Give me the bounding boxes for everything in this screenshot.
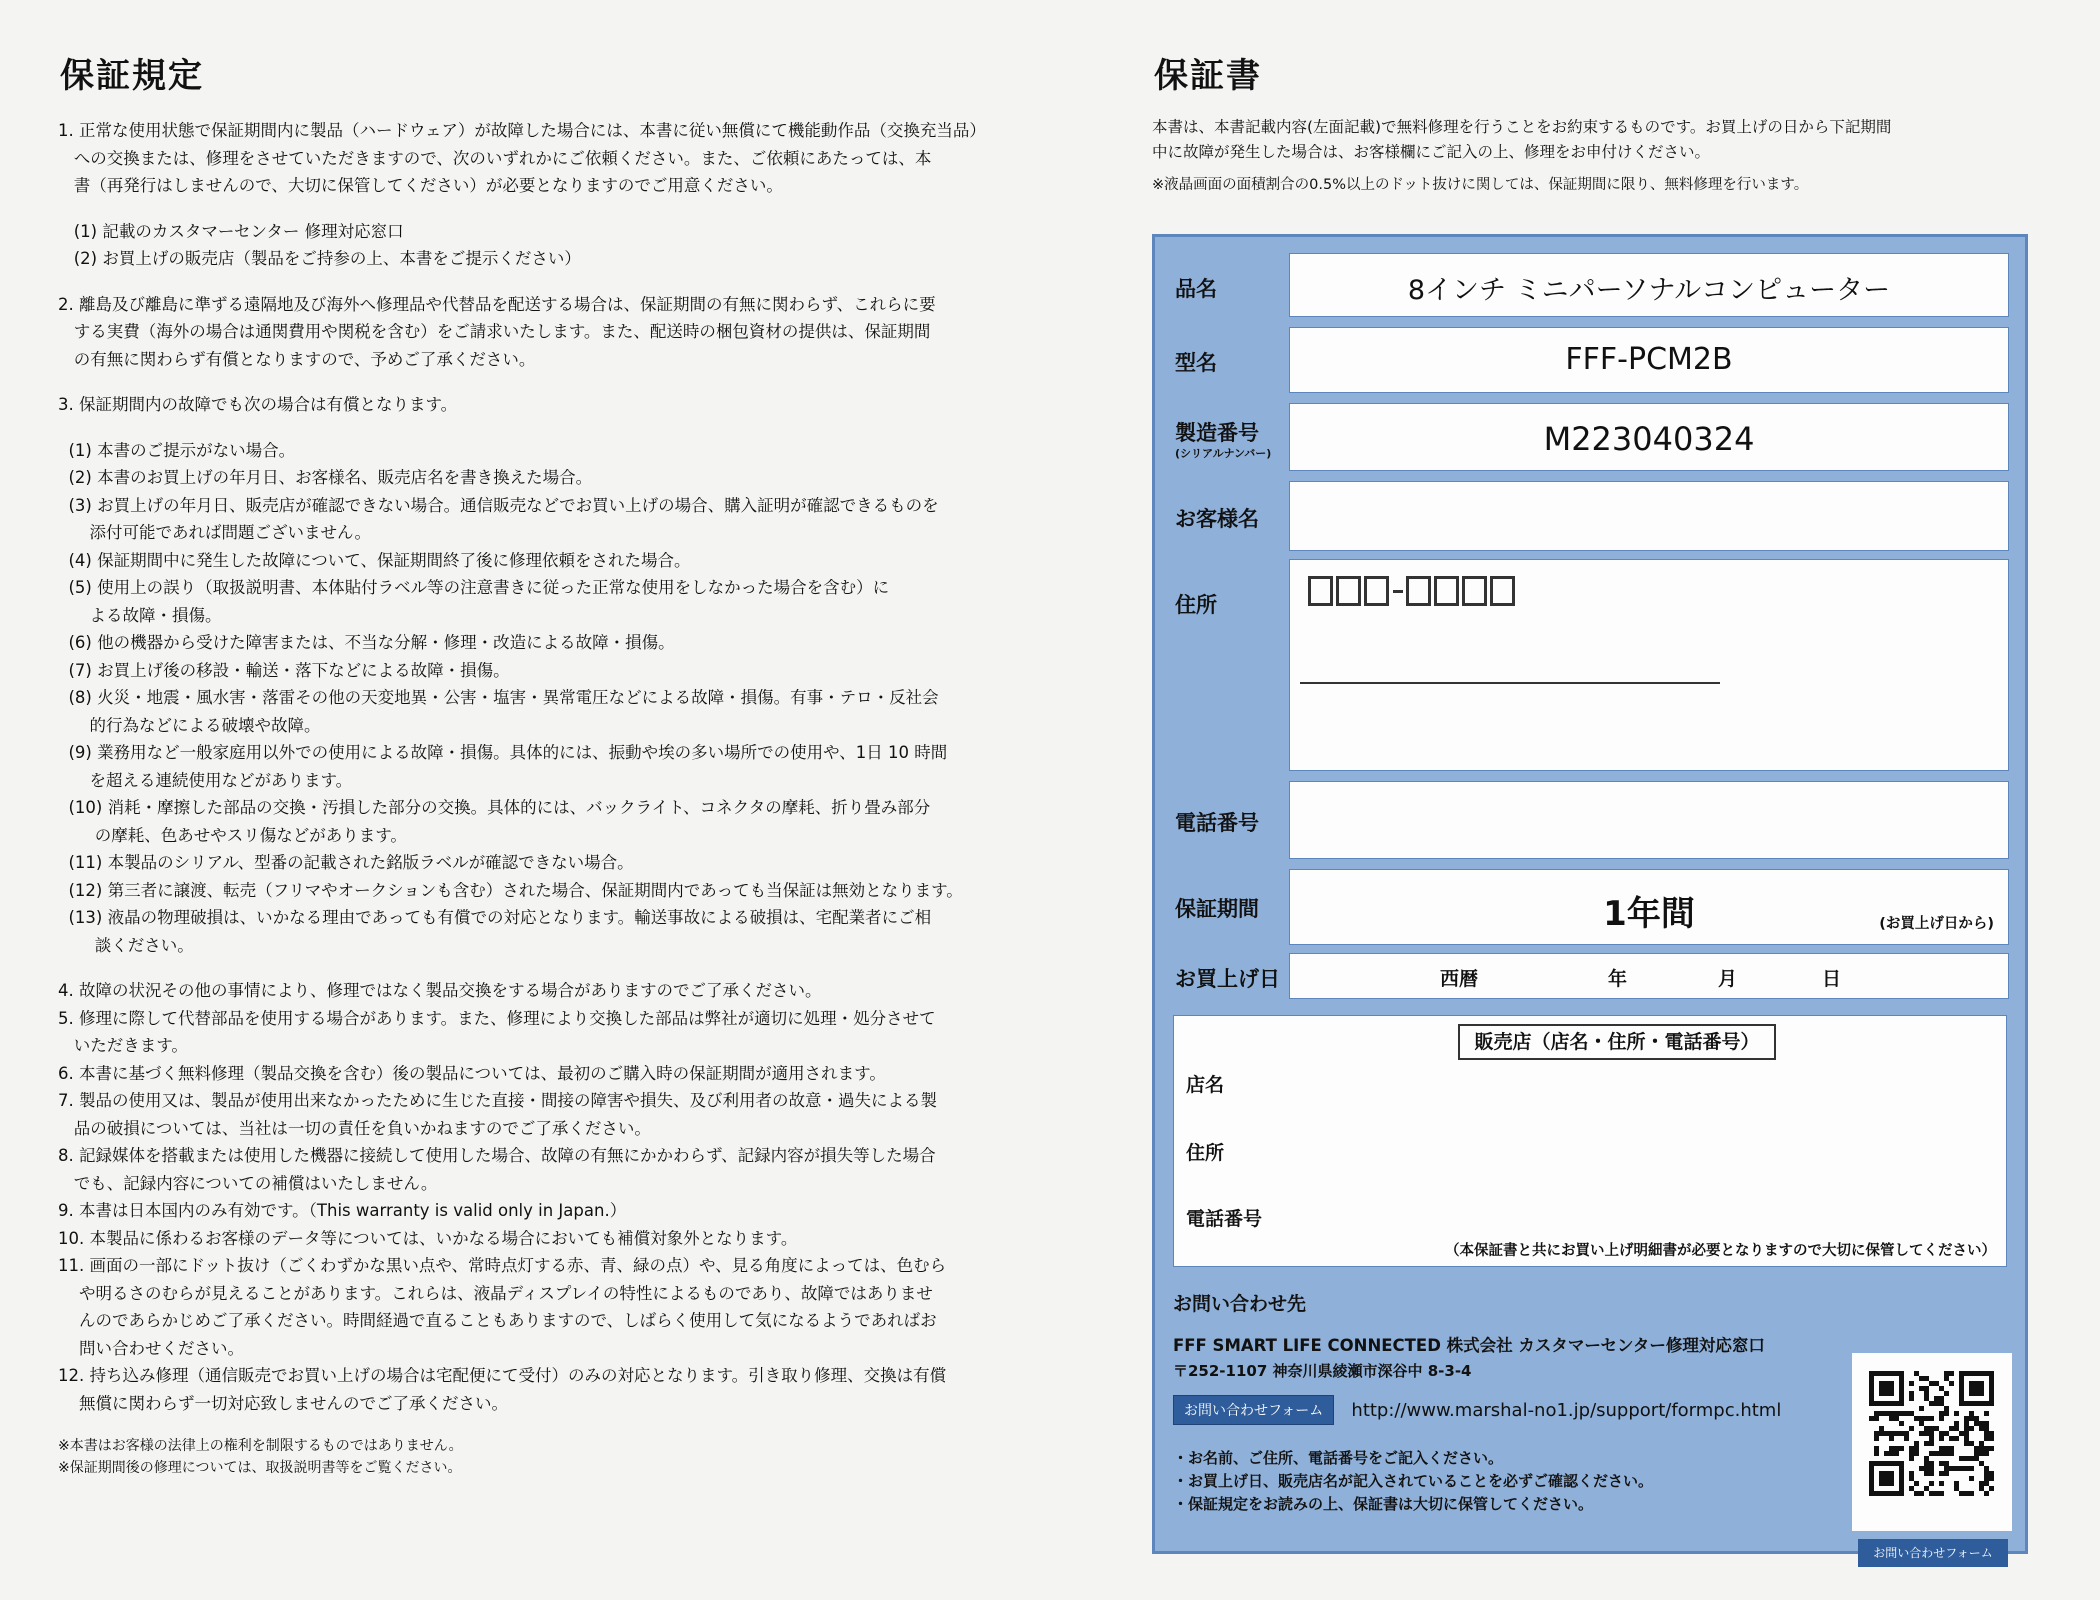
term-block xyxy=(58,437,1038,960)
shop-name-label: 店名 xyxy=(1186,1074,1225,1096)
address-row xyxy=(1155,559,2025,771)
term-line: よる故障・損傷。 xyxy=(58,605,222,625)
customer-label: お客様名 xyxy=(1175,507,1259,531)
term-line: 問い合わせください。 xyxy=(58,1338,244,1358)
contact-address: 〒252-1107 神奈川県綾瀬市深谷中 8-3-4 xyxy=(1173,1362,1472,1380)
serial-row xyxy=(1155,403,2025,471)
model-value: FFF-PCM2B xyxy=(1565,342,1733,377)
serial-label xyxy=(1175,417,1271,461)
shop-note: （本保証書と共にお買い上げ明細書が必要となりますので大切に保管してください） xyxy=(1445,1243,1996,1259)
term-line: 2. 離島及び離島に準ずる遠隔地及び海外へ修理品や代替品を配送する場合は、保証期間の有無に関わらず、これらに要 xyxy=(58,294,936,314)
term-line: (6) 他の機器から受けた障害または、不当な分解・修理・改造による故障・損傷。 xyxy=(58,633,675,652)
term-line: への交換または、修理をさせていただきますので、次のいずれかにご依頼ください。また、ご依頼にあたっては、本 xyxy=(58,148,932,168)
warranty-terms-page xyxy=(58,48,1038,1479)
purchase-field[interactable] xyxy=(1289,953,2009,999)
intro-note: ※液晶画面の面積割合の0.5%以上のドット抜けに関しては、保証期間に限り、無料修理を行います。 xyxy=(1152,177,1809,193)
contact-bullet: ・お買上げ日、販売店名が記入されていることを必ずご確認ください。 xyxy=(1173,1472,1654,1490)
terms-notes xyxy=(58,1435,1038,1479)
terms-list xyxy=(58,117,1038,1417)
term-line: 11. 画面の一部にドット抜け（ごくわずかな黒い点や、常時点灯する赤、青、緑の点）や、見る角度によっては、色むら xyxy=(58,1256,947,1275)
term-line: 10. 本製品に係わるお客様のデータ等については、いかなる場合においても補償対象外となります。 xyxy=(58,1228,798,1248)
term-block xyxy=(58,391,1038,419)
term-line: (4) 保証期間中に発生した故障について、保証期間終了後に修理依頼をされた場合。 xyxy=(58,550,691,570)
contact-bullet: ・保証規定をお読みの上、保証書は大切に保管してください。 xyxy=(1173,1495,1594,1513)
term-block xyxy=(58,218,1038,273)
period-value: 1年間 xyxy=(1603,894,1695,934)
term-line: いただきます。 xyxy=(58,1036,188,1055)
term-line: 的行為などによる破壊や故障。 xyxy=(58,715,321,735)
purchase-row xyxy=(1155,953,2025,999)
term-line: (1) 本書のご提示がない場合。 xyxy=(58,440,296,460)
product-row xyxy=(1155,253,2025,317)
terms-note: ※保証期間後の修理については、取扱説明書等をご覧ください。 xyxy=(58,1460,462,1476)
terms-title: 保証規定 xyxy=(60,56,204,96)
phone-label: 電話番号 xyxy=(1175,811,1259,835)
term-block xyxy=(58,117,1038,200)
term-block xyxy=(58,977,1038,1417)
term-line: を超える連続使用などがあります。 xyxy=(58,770,353,790)
day-label: 日 xyxy=(1822,968,1842,990)
contact-form-button[interactable]: お問い合わせフォーム xyxy=(1173,1395,1334,1425)
serial-label-text: 製造番号 xyxy=(1175,421,1259,445)
term-line: (8) 火災・地震・風水害・落雷その他の天変地異・公害・塩害・異常電圧などによる故障・損傷。有事・テロ・反社会 xyxy=(58,688,939,707)
term-line: 添付可能であれば問題ございません。 xyxy=(58,523,371,542)
contact-url[interactable]: http://www.marshal-no1.jp/support/formpc.html xyxy=(1351,1400,1782,1421)
address-label: 住所 xyxy=(1175,593,1217,617)
term-line: んのであらかじめご了承ください。時間経過で直ることもありますので、しばらく使用して気になるようであればお xyxy=(58,1311,937,1330)
card-intro xyxy=(1152,115,2032,198)
card-title: 保証書 xyxy=(1154,56,1262,96)
serial-field[interactable] xyxy=(1289,403,2009,471)
contact-title: お問い合わせ先 xyxy=(1173,1293,1307,1315)
postal-code-boxes xyxy=(1308,576,1518,606)
term-line: の摩耗、色あせやスリ傷などがあります。 xyxy=(58,825,407,845)
period-field xyxy=(1289,869,2009,945)
shop-phone-label: 電話番号 xyxy=(1186,1208,1263,1230)
shop-title: 販売店（店名・住所・電話番号） xyxy=(1458,1024,1776,1060)
term-line: 書（再発行はしませんので、大切に保管してください）が必要となりますのでご用意ください。 xyxy=(58,176,783,195)
term-line: (1) 記載のカスタマーセンター 修理対応窓口 xyxy=(58,221,404,241)
address-underline xyxy=(1300,682,1720,684)
term-line: 4. 故障の状況その他の事情により、修理ではなく製品交換をする場合がありますのでご了承ください。 xyxy=(58,981,822,1000)
phone-field[interactable] xyxy=(1289,781,2009,859)
term-line: 7. 製品の使用又は、製品が使用出来なかったために生じた直接・間接の障害や損失、及び利用者の故意・過失による製 xyxy=(58,1091,937,1110)
term-line: する実費（海外の場合は通関費用や関税を含む）をご請求いたします。また、配送時の梱包資材の提供は、保証期間 xyxy=(58,322,931,341)
contact-bullet: ・お名前、ご住所、電話番号をご記入ください。 xyxy=(1173,1449,1504,1467)
intro-line: 本書は、本書記載内容(左面記載)で無料修理を行うことをお約束するものです。お買上げの日から下記期間 xyxy=(1152,118,1892,136)
term-line: 9. 本書は日本国内のみ有効です。（This warranty is valid only in Japan.） xyxy=(58,1201,627,1220)
period-note: (お買上げ日から) xyxy=(1879,916,1994,932)
product-label: 品名 xyxy=(1175,277,1217,301)
term-line: 3. 保証期間内の故障でも次の場合は有償となります。 xyxy=(58,395,458,414)
address-field[interactable] xyxy=(1289,559,2009,771)
term-block xyxy=(58,291,1038,374)
contact-company: FFF SMART LIFE CONNECTED 株式会社 カスタマーセンター修理対応窓口 xyxy=(1173,1336,1765,1355)
term-line: 品の破損については、当社は一切の責任を負いかねますのでご了承ください。 xyxy=(58,1118,651,1138)
warranty-card-page xyxy=(1152,48,2032,1560)
period-label: 保証期間 xyxy=(1175,897,1259,921)
model-row xyxy=(1155,327,2025,393)
shop-box[interactable] xyxy=(1173,1015,2007,1267)
customer-field[interactable] xyxy=(1289,481,2009,551)
term-line: (9) 業務用など一般家庭用以外での使用による故障・損傷。具体的には、振動や埃の多い場所での使用や、1日 10 時間 xyxy=(58,743,948,762)
phone-row xyxy=(1155,781,2025,859)
term-line: 12. 持ち込み修理（通信販売でお買い上げの場合は宅配便にて受付）のみの対応となります。引き取り修理、交換は有償 xyxy=(58,1366,947,1385)
month-label: 月 xyxy=(1718,968,1738,990)
term-line: でも、記録内容についての補償はいたしません。 xyxy=(58,1173,438,1193)
term-line: の有無に関わらず有償となりますので、予めご了承ください。 xyxy=(58,349,536,369)
product-field[interactable] xyxy=(1289,253,2009,317)
term-line: (7) お買上げ後の移設・輸送・落下などによる故障・損傷。 xyxy=(58,660,510,680)
terms-note: ※本書はお客様の法律上の権利を制限するものではありません。 xyxy=(58,1438,463,1454)
term-line: (13) 液晶の物理破損は、いかなる理由であっても有償での対応となります。輸送事故による破損は、宅配業者にご相 xyxy=(58,908,932,927)
term-line: (12) 第三者に譲渡、転売（フリマやオークションも含む）された場合、保証期間内であっても当保証は無効となります。 xyxy=(58,880,963,900)
qr-box[interactable] xyxy=(1852,1353,2012,1560)
model-field[interactable] xyxy=(1289,327,2009,393)
customer-row xyxy=(1155,481,2025,551)
era-label: 西暦 xyxy=(1440,968,1479,990)
term-line: (10) 消耗・摩擦した部品の交換・汚損した部分の交換。具体的には、バックライト、コネクタの摩耗、折り畳み部分 xyxy=(58,798,931,817)
serial-value: M223040324 xyxy=(1543,420,1755,458)
product-value: 8インチ ミニパーソナルコンピューター xyxy=(1407,275,1891,306)
intro-line: 中に故障が発生した場合は、お客様欄にご記入の上、修理をお申付けください。 xyxy=(1152,143,1711,161)
term-line: 8. 記録媒体を搭載または使用した機器に接続して使用した場合、故障の有無にかかわらず、記録内容が損失等した場合 xyxy=(58,1146,936,1165)
term-line: 談ください。 xyxy=(58,935,194,955)
term-line: 1. 正常な使用状態で保証期間内に製品（ハードウェア）が故障した場合には、本書に従い無償にて機能動作品（交換充当品） xyxy=(58,121,986,140)
year-label: 年 xyxy=(1608,968,1628,990)
qr-form-button[interactable]: お問い合わせフォーム xyxy=(1858,1539,2008,1567)
term-line: (5) 使用上の誤り（取扱説明書、本体貼付ラベル等の注意書きに従った正常な使用をしなかった場合を含む）に xyxy=(58,578,890,597)
term-line: 無償に関わらず一切対応致しませんのでご了承ください。 xyxy=(58,1393,508,1413)
term-line: (11) 本製品のシリアル、型番の記載された銘版ラベルが確認できない場合。 xyxy=(58,853,634,872)
term-line: (2) 本書のお買上げの年月日、お客様名、販売店名を書き換えた場合。 xyxy=(58,468,593,487)
shop-address-label: 住所 xyxy=(1186,1142,1225,1164)
term-line: (2) お買上げの販売店（製品をご持参の上、本書をご提示ください） xyxy=(58,249,581,268)
term-line: (3) お買上げの年月日、販売店が確認できない場合。通信販売などでお買い上げの場合、購入証明が確認できるものを xyxy=(58,495,939,515)
purchase-label: お買上げ日 xyxy=(1175,967,1280,991)
warranty-card xyxy=(1152,234,2028,1560)
term-line: 5. 修理に際して代替部品を使用する場合があります。また、修理により交換した部品は弊社が適切に処理・処分させて xyxy=(58,1008,936,1028)
term-line: や明るさのむらが見えることがあります。これらは、液晶ディスプレイの特性によるものであり、故障ではありませ xyxy=(58,1283,933,1303)
model-label: 型名 xyxy=(1175,351,1217,375)
term-line: 6. 本書に基づく無料修理（製品交換を含む）後の製品については、最初のご購入時の保証期間が適用されます。 xyxy=(58,1063,886,1083)
period-row xyxy=(1155,869,2025,945)
serial-sublabel: (シリアルナンバー) xyxy=(1175,447,1272,460)
qr-code-icon xyxy=(1852,1353,2012,1531)
